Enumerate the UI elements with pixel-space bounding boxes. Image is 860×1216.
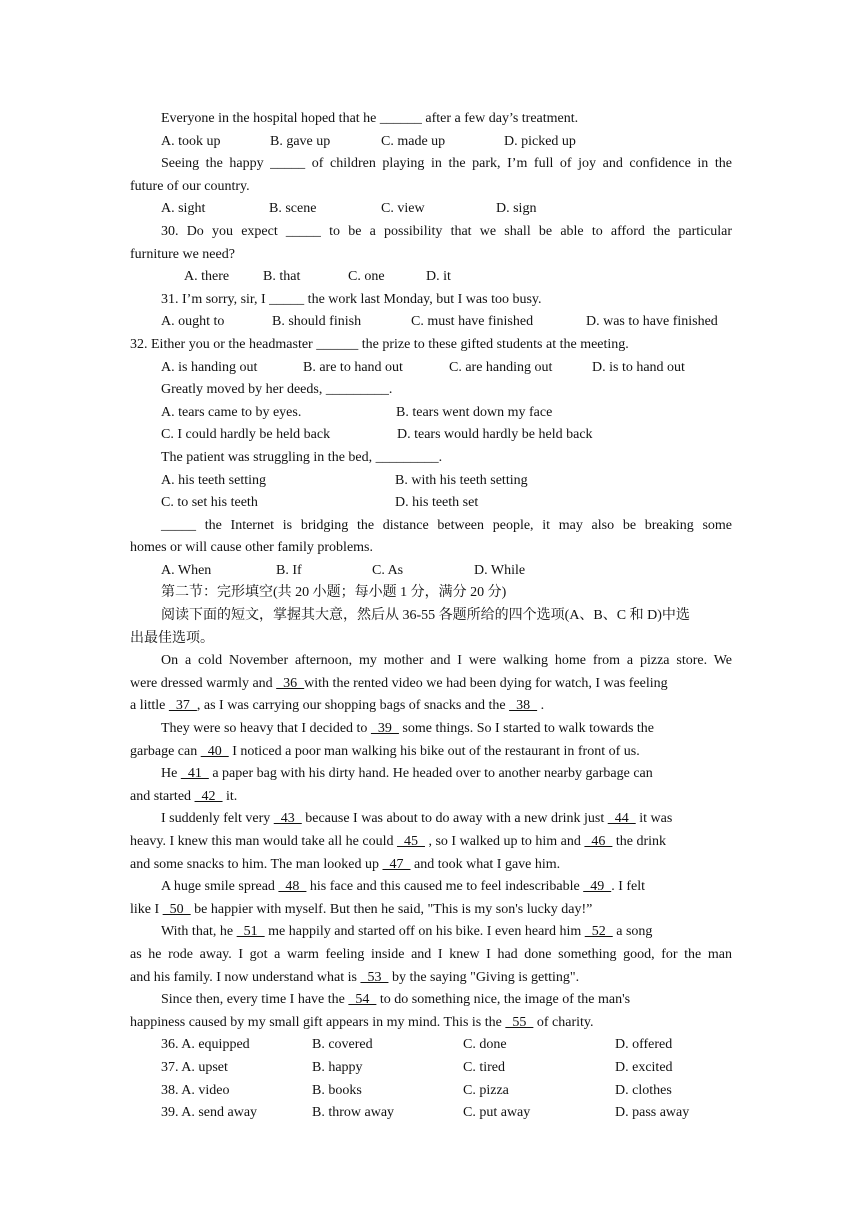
cloze-options-row xyxy=(130,1034,732,1057)
options-row xyxy=(130,470,732,493)
blank-40: 40 xyxy=(200,743,229,759)
cloze-options-row xyxy=(130,1080,732,1103)
option-a: A. took up xyxy=(161,133,221,149)
option-b: B. should finish xyxy=(272,314,362,330)
passage-line: like I 50 be happier with myself. But then he said, "This is my son's lucky day!” xyxy=(130,901,593,917)
option-a: 36. A. equipped xyxy=(161,1037,250,1053)
question-stem: The patient was struggling in the bed, _________. xyxy=(161,449,443,465)
options-row xyxy=(130,198,732,221)
passage-line: and started 42 it. xyxy=(130,788,238,804)
option-b: B. covered xyxy=(312,1037,373,1053)
blank-47: 47 xyxy=(382,856,411,872)
option-c: C. made up xyxy=(381,133,446,149)
blank-43: 43 xyxy=(273,811,302,827)
option-a: A. ought to xyxy=(161,314,225,330)
blank-44: 44 xyxy=(607,811,636,827)
option-b: B. If xyxy=(276,562,302,578)
options-row xyxy=(130,424,732,447)
passage-line: On a cold November afternoon, my mother and I were walking home from a pizza store. We xyxy=(161,653,732,669)
option-b: B. books xyxy=(312,1082,362,1098)
option-d: D. his teeth set xyxy=(395,495,479,511)
option-a: 39. A. send away xyxy=(161,1105,258,1121)
option-b: B. happy xyxy=(312,1059,363,1075)
option-c: C. must have finished xyxy=(411,314,534,330)
section-title: 第二节：完形填空(共 20 小题；每小题 1 分，满分 20 分) xyxy=(161,585,507,601)
blank-55: 55 xyxy=(505,1014,534,1030)
passage-line: happiness caused by my small gift appears in my mind. This is the 55 of charity. xyxy=(130,1014,594,1030)
option-d: D. offered xyxy=(615,1037,673,1053)
blank-52: 52 xyxy=(584,924,613,940)
blank-46: 46 xyxy=(584,834,613,849)
option-a: A. there xyxy=(184,269,230,285)
passage-line: They were so heavy that I decided to 39 some things. So I started to walk towards the xyxy=(161,721,654,737)
exam-page xyxy=(130,108,732,1125)
passage-line: He 41 a paper bag with his dirty hand. He headed over to another nearby garbage can xyxy=(161,766,653,782)
passage-line: A huge smile spread 48 his face and this caused me to feel indescribable 49 . I felt xyxy=(161,879,646,895)
option-c: C. put away xyxy=(463,1105,531,1121)
option-b: B. gave up xyxy=(270,133,331,149)
passage-line: Since then, every time I have the 54 to do something nice, the image of the man's xyxy=(161,992,631,1008)
option-b: B. with his teeth setting xyxy=(395,472,528,488)
passage-line: garbage can 40 I noticed a poor man walking his bike out of the restaurant in front of us. xyxy=(130,743,640,759)
option-d: D. picked up xyxy=(504,133,576,149)
option-c: C. I could hardly be held back xyxy=(161,427,331,443)
blank-53: 53 xyxy=(360,969,389,985)
option-d: D. excited xyxy=(615,1059,673,1075)
option-d: D. pass away xyxy=(615,1105,690,1121)
option-b: B. are to hand out xyxy=(303,359,403,375)
passage-line: a little 37 , as I was carrying our shopping bags of snacks and the 38 . xyxy=(130,698,545,714)
option-d: D. was to have finished xyxy=(586,314,718,330)
option-a: A. his teeth setting xyxy=(161,472,266,488)
question-stem: 30. Do you expect _____ to be a possibility that we shall be able to afford the particular xyxy=(161,223,732,239)
question-stem: 32. Either you or the headmaster ______ the prize to these gifted students at the meeting. xyxy=(130,336,629,352)
blank-38: 38 xyxy=(509,698,538,714)
option-d: D. sign xyxy=(496,201,537,217)
blank-50: 50 xyxy=(162,901,191,917)
options-row xyxy=(130,266,732,289)
question-stem-cont: future of our country. xyxy=(130,178,250,194)
passage-line: I suddenly felt very 43 because I was about to do away with a new drink just 44 it was xyxy=(161,811,673,827)
option-c: C. view xyxy=(381,201,425,217)
option-b: B. that xyxy=(263,269,301,285)
option-d: D. While xyxy=(474,562,526,578)
instructions-cont: 出最佳选项。 xyxy=(130,630,214,646)
question-stem: Everyone in the hospital hoped that he ______ after a few day’s treatment. xyxy=(161,111,579,126)
option-a: A. is handing out xyxy=(161,359,258,375)
blank-48: 48 xyxy=(278,879,307,895)
options-row xyxy=(130,492,732,515)
option-a: 38. A. video xyxy=(161,1082,230,1098)
passage-line: were dressed warmly and 36 with the rented video we had been dying for watch, I was feeling xyxy=(130,675,668,691)
option-c: C. pizza xyxy=(463,1082,509,1098)
option-d: D. tears would hardly be held back xyxy=(397,427,593,443)
passage-line: and some snacks to him. The man looked up 47 and took what I gave him. xyxy=(130,856,561,872)
option-a: A. When xyxy=(161,562,212,578)
option-d: D. it xyxy=(426,269,451,285)
blank-39: 39 xyxy=(370,721,399,737)
option-a: A. sight xyxy=(161,201,206,217)
option-c: C. done xyxy=(463,1037,507,1053)
option-a: A. tears came to by eyes. xyxy=(161,404,302,420)
blank-49: 49 xyxy=(583,879,612,895)
option-a: 37. A. upset xyxy=(161,1059,228,1075)
question-stem: _____ the Internet is bridging the distance between people, it may also be breaking some xyxy=(161,517,732,533)
option-d: D. is to hand out xyxy=(592,359,685,375)
question-stem: 31. I’m sorry, sir, I _____ the work last Monday, but I was too busy. xyxy=(161,291,542,307)
options-row xyxy=(130,402,732,425)
question-stem: Seeing the happy _____ of children playing in the park, I’m full of joy and confidence in the xyxy=(161,156,732,172)
passage-line: heavy. I knew this man would take all he could 45 , so I walked up to him and 46 the drink xyxy=(130,834,667,849)
option-c: C. to set his teeth xyxy=(161,495,258,511)
blank-45: 45 xyxy=(396,834,425,849)
options-row xyxy=(130,131,732,154)
instructions: 阅读下面的短文，掌握其大意，然后从 36-55 各题所给的四个选项(A、B、C 和 D)中选 xyxy=(161,608,690,624)
blank-41: 41 xyxy=(180,766,209,782)
passage-line: and his family. I now understand what is 53 by the saying "Giving is getting". xyxy=(130,969,580,985)
option-b: B. throw away xyxy=(312,1105,395,1121)
cloze-options-row xyxy=(130,1102,732,1125)
blank-54: 54 xyxy=(348,992,377,1008)
question-stem-cont: furniture we need? xyxy=(130,246,235,262)
options-row xyxy=(130,560,732,583)
option-b: B. scene xyxy=(269,201,317,217)
passage-line: as he rode away. I got a warm feeling inside and I knew I had done something good, for the man xyxy=(130,946,732,962)
options-row xyxy=(130,357,732,380)
option-d: D. clothes xyxy=(615,1082,672,1098)
cloze-options-row xyxy=(130,1057,732,1080)
option-c: C. tired xyxy=(463,1059,505,1075)
option-c: C. one xyxy=(348,269,385,285)
options-row xyxy=(130,311,732,334)
option-c: C. are handing out xyxy=(449,359,553,375)
question-stem: Greatly moved by her deeds, _________. xyxy=(161,382,393,398)
option-c: C. As xyxy=(372,562,404,578)
blank-37: 37 xyxy=(168,698,197,714)
passage-line: With that, he 51 me happily and started off on his bike. I even heard him 52 a song xyxy=(161,924,653,940)
blank-36: 36 xyxy=(276,675,305,691)
blank-51: 51 xyxy=(236,924,265,940)
question-stem-cont: homes or will cause other family problems. xyxy=(130,540,373,556)
option-b: B. tears went down my face xyxy=(396,404,553,420)
blank-42: 42 xyxy=(194,788,223,804)
